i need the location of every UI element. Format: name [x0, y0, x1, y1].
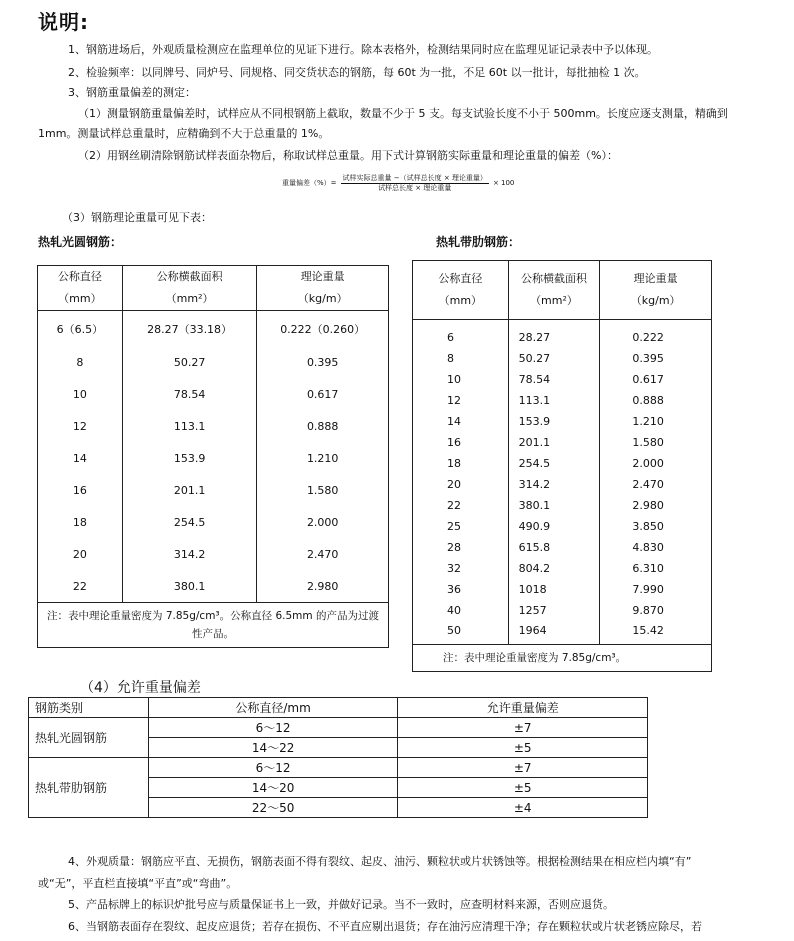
table-cell: ±5 — [398, 778, 648, 798]
table-cell: 153.9 — [508, 411, 600, 432]
table-cell: 254.5 — [122, 507, 257, 539]
table-cell: 78.54 — [508, 369, 600, 390]
table-cell: 22～50 — [148, 798, 398, 818]
header-cell: 钢筋类别 — [29, 698, 149, 718]
note-4a: 4、外观质量：钢筋应平直、无损伤，钢筋表面不得有裂纹、起皮、油污、颗粒状或片状锈蚀等。根据检测结果在相应栏内填“有” — [68, 855, 692, 868]
ribbed-bar-body — [413, 320, 712, 645]
header-cell — [38, 266, 123, 311]
table-cell: 14 — [447, 414, 461, 428]
table-cell: 50 — [447, 623, 461, 637]
header-unit: （mm²） — [165, 292, 214, 305]
note-4b: 或“无”，平直栏直接填“平直”或“弯曲”。 — [38, 877, 238, 890]
table-cell: 18 — [447, 456, 461, 470]
table-cell: 0.888 — [632, 393, 664, 407]
header-cell — [413, 261, 509, 320]
table-row — [413, 369, 712, 390]
table-cell: 490.9 — [508, 516, 600, 537]
table-cell: 25 — [447, 519, 461, 533]
table-row — [413, 348, 712, 369]
formula-numerator: 试样实际总重量 −（试样总长度 × 理论重量） — [342, 174, 487, 182]
table-cell: 16 — [447, 435, 461, 449]
table-row — [413, 453, 712, 474]
table-row — [38, 475, 389, 507]
table-cell: 14 — [72, 452, 87, 465]
allowed-deviation-table — [28, 697, 648, 818]
table-row — [38, 507, 389, 539]
formula-factor: × 100 — [492, 179, 515, 187]
round-bar-table — [37, 265, 389, 648]
table-row — [413, 320, 712, 348]
note-3-1b: 1mm。测量试样总重量时，应精确到不大于总重量的 1%。 — [38, 127, 330, 140]
header-cell — [122, 266, 257, 311]
table-cell: 2.980 — [632, 498, 664, 512]
table-cell: 1.210 — [306, 452, 339, 465]
category-cell: 热轧光圆钢筋 — [29, 718, 149, 758]
header-line: 理论重量 — [300, 270, 345, 283]
table-note-row — [38, 603, 389, 648]
header-unit: （mm） — [58, 292, 102, 305]
table-cell: 14～22 — [148, 738, 398, 758]
note-3: 3、钢筋重量偏差的测定： — [68, 86, 196, 99]
header-unit: （kg/m） — [297, 292, 348, 305]
table-cell: ±7 — [398, 718, 648, 738]
table-cell: 1257 — [508, 600, 600, 621]
table-cell: 10 — [447, 372, 461, 386]
table-cell: 1964 — [508, 621, 600, 645]
table-row — [38, 379, 389, 411]
table-cell: 201.1 — [122, 475, 257, 507]
table-cell: 1.210 — [632, 414, 664, 428]
table-row — [413, 537, 712, 558]
table-cell: 314.2 — [122, 539, 257, 571]
table-note: 注：表中理论重量密度为 7.85g/cm³。公称直径 6.5mm 的产品为过渡性产品。 — [38, 603, 389, 648]
header-unit: （kg/m） — [630, 294, 681, 307]
table-header-row — [413, 261, 712, 320]
table-cell: 615.8 — [508, 537, 600, 558]
table-row — [38, 411, 389, 443]
header-line: 公称直径 — [438, 272, 483, 285]
formula-lhs: 重量偏差（%）= — [282, 179, 337, 187]
table-row — [413, 558, 712, 579]
table-cell: 78.54 — [122, 379, 257, 411]
table-cell: ±4 — [398, 798, 648, 818]
table-header-row — [29, 698, 648, 718]
table-cell: 2.000 — [306, 516, 339, 529]
table-cell: 2.000 — [632, 456, 664, 470]
table-row — [413, 432, 712, 453]
round-bar-body — [38, 311, 389, 603]
note-2: 2、检验频率：以同牌号、同炉号、同规格、同交货状态的钢筋，每 60t 为一批，不足 60t 以一批计，每批抽检 1 次。 — [68, 66, 646, 79]
table-row — [38, 443, 389, 475]
table-cell: 7.990 — [632, 582, 664, 596]
note-1: 1、钢筋进场后，外观质量检测应在监理单位的见证下进行。除本表格外，检测结果同时应在监理见证记录表中予以体现。 — [68, 43, 658, 56]
table-cell: 1.580 — [632, 435, 664, 449]
table-cell: ±5 — [398, 738, 648, 758]
table-cell: 314.2 — [508, 474, 600, 495]
table-cell: 2.470 — [632, 477, 664, 491]
table-cell: 18 — [72, 516, 87, 529]
table-row — [413, 579, 712, 600]
table-cell: 4.830 — [632, 540, 664, 554]
table-header-row — [38, 266, 389, 311]
table-cell: 380.1 — [122, 571, 257, 603]
note-3-2: （2）用钢丝刷清除钢筋试样表面杂物后，称取试样总重量。用下式计算钢筋实际重量和理论重量的偏差（%）： — [78, 149, 618, 162]
table-cell: 6～12 — [148, 758, 398, 778]
table-cell: 0.617 — [632, 372, 664, 386]
table-cell: 50.27 — [508, 348, 600, 369]
table-row — [413, 621, 712, 645]
table-row — [29, 758, 648, 778]
header-cell — [257, 266, 389, 311]
table-row — [413, 516, 712, 537]
table-cell: 12 — [447, 393, 461, 407]
table-cell: 9.870 — [632, 603, 664, 617]
ribbed-bar-heading: 热轧带肋钢筋： — [436, 235, 521, 249]
header-unit: （mm²） — [530, 294, 578, 307]
table-cell: 50.27 — [122, 347, 257, 379]
table-cell: 8 — [76, 356, 84, 369]
table-cell: 6.310 — [632, 561, 664, 575]
header-cell — [600, 261, 712, 320]
table-cell: 6 — [447, 331, 454, 345]
table-row — [29, 718, 648, 738]
table-cell: 28.27（33.18） — [122, 311, 257, 347]
table-cell: 15.42 — [632, 623, 664, 637]
table-row — [413, 390, 712, 411]
note-3-1a: （1）测量钢筋重量偏差时，试样应从不同根钢筋上截取，数量不少于 5 支。每支试验长度不小于 500mm。长度应逐支测量，精确到 — [78, 107, 728, 120]
table-row — [413, 411, 712, 432]
table-cell: 113.1 — [122, 411, 257, 443]
table-cell: 36 — [447, 582, 461, 596]
page-title: 说明: — [38, 10, 89, 34]
header-cell: 公称直径/mm — [148, 698, 398, 718]
note-5: 5、产品标牌上的标识炉批号应与质量保证书上一致，并做好记录。当不一致时，应查明材料来源，否则应退货。 — [68, 898, 614, 911]
table-cell: 22 — [72, 579, 87, 593]
formula-denominator: 试样总长度 × 理论重量 — [378, 184, 452, 192]
round-bar-heading: 热轧光圆钢筋： — [38, 235, 123, 249]
table-cell: 2.470 — [306, 548, 339, 561]
table-cell: 0.222 — [632, 331, 664, 345]
ribbed-bar-table — [412, 260, 712, 672]
header-line: 公称直径 — [57, 270, 102, 283]
table-cell: 6～12 — [148, 718, 398, 738]
table-row — [413, 495, 712, 516]
table-cell: 0.395 — [306, 356, 339, 369]
header-line: 公称横截面积 — [156, 270, 223, 283]
header-cell: 允许重量偏差 — [398, 698, 648, 718]
table-cell: 0.395 — [632, 351, 664, 365]
table-cell: 0.222（0.260） — [280, 322, 366, 336]
table-cell: 8 — [447, 351, 454, 365]
table-cell: 40 — [447, 603, 461, 617]
table-cell: 113.1 — [508, 390, 600, 411]
weight-deviation-formula — [282, 174, 514, 193]
table-cell: 254.5 — [508, 453, 600, 474]
header-cell — [508, 261, 600, 320]
formula-fraction — [341, 174, 489, 193]
table-cell: 28.27 — [508, 320, 600, 348]
table-cell: 3.850 — [632, 519, 664, 533]
note-3-3: （3）钢筋理论重量可见下表： — [62, 211, 212, 224]
table-row — [413, 600, 712, 621]
table-cell: 1.580 — [306, 484, 339, 497]
table-cell: 380.1 — [508, 495, 600, 516]
table-cell: 804.2 — [508, 558, 600, 579]
table-cell: 10 — [72, 388, 87, 401]
table-cell: 6（6.5） — [56, 322, 104, 336]
table-cell: 14～20 — [148, 778, 398, 798]
table-cell: 28 — [447, 540, 461, 554]
table-row — [38, 539, 389, 571]
table-cell: 201.1 — [508, 432, 600, 453]
section-4-heading: （4）允许重量偏差 — [80, 680, 201, 696]
table-cell: 22 — [447, 498, 461, 512]
table-note-row — [413, 645, 712, 672]
table-cell: ±7 — [398, 758, 648, 778]
table-cell: 32 — [447, 561, 461, 575]
header-line: 公称横截面积 — [520, 272, 587, 285]
table-cell: 153.9 — [122, 443, 257, 475]
category-cell: 热轧带肋钢筋 — [29, 758, 149, 818]
header-line: 理论重量 — [633, 272, 678, 285]
table-cell: 12 — [72, 420, 87, 433]
table-cell: 1018 — [508, 579, 600, 600]
table-row — [38, 311, 389, 347]
table-row — [38, 571, 389, 603]
table-cell: 20 — [72, 548, 87, 561]
table-cell: 2.980 — [306, 579, 339, 593]
table-note: 注：表中理论重量密度为 7.85g/cm³。 — [413, 645, 712, 672]
table-cell: 16 — [72, 484, 87, 497]
table-cell: 0.888 — [306, 420, 339, 433]
table-row — [413, 474, 712, 495]
table-cell: 20 — [447, 477, 461, 491]
table-cell: 0.617 — [306, 388, 339, 401]
table-row — [38, 347, 389, 379]
note-6: 6、当钢筋表面存在裂纹、起皮应退货；若存在损伤、不平直应剔出退货；存在油污应清理干净；存在颗粒状或片状老锈应除尽，若 — [68, 920, 702, 933]
header-unit: （mm） — [438, 294, 483, 307]
